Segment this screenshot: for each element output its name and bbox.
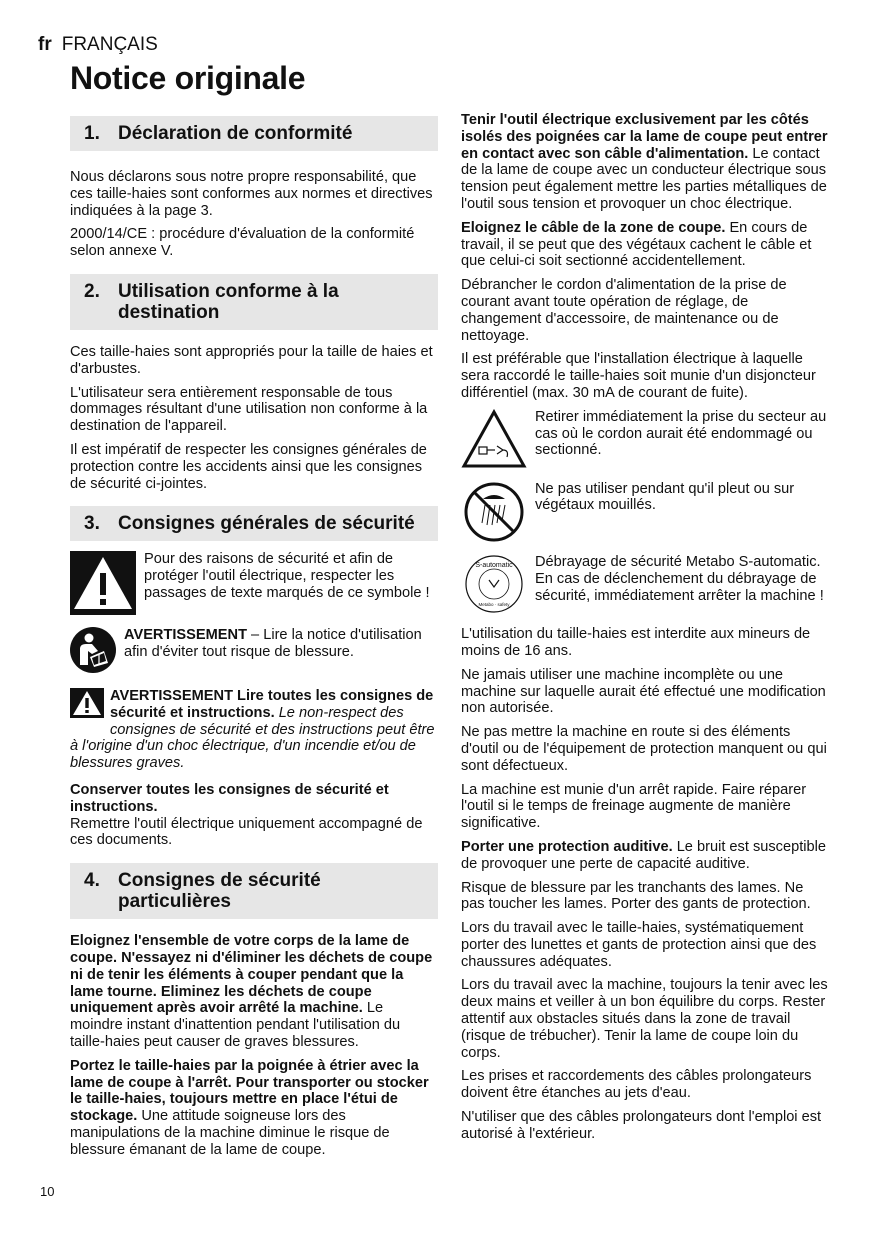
paragraph: Lors du travail avec la machine, toujours la tenir avec les deux mains et veiller à un bon équilibre du corps. Rester attentif aux obstacles situés dans la zone de travail (risque de trébucher). Tenir la lame de coupe loin du corps. [461,977,828,1061]
paragraph: Il est préférable que l'installation électrique à laquelle sera raccordé le taille-haies soit munie d'un disjoncteur différentiel (max. 30 mA de courant de fuite). [461,351,816,401]
paragraph: N'utiliser que des câbles prolongateurs dont l'emploi est autorisé à l'extérieur. [461,1109,822,1142]
badge-brand-text: S-automatic [475,562,513,570]
section-heading-1: 1. Déclaration de conformité [70,116,438,151]
paragraph: Les prises et raccordements des câbles prolongateurs doivent être étanches au jets d'eau. [461,1068,812,1102]
page-title: Notice originale [70,60,306,96]
paragraph: Eloignez l'ensemble de votre corps de la lame de coupe. N'essayez ni d'éliminer les déchets de coupe ni de tenir les éléments à couper pendant que la lame tourne. Eliminez les déchets de coupe uniquement après avoir arrêté la machine. Le moindre instant d'inattention pendant l'utilisation du taille-haies peut causer de graves blessures. [70,933,433,1050]
read-manual-block: AVERTISSEMENT – Lire la notice d'utilisation afin d'éviter tout risque de blessure. [70,627,438,678]
paragraph: Ne jamais utiliser une machine incomplète ou une machine sur laquelle aurait été effectué une modification non autorisée. [461,666,826,717]
warning-square-icon [70,551,136,620]
no-rain-icon [461,481,527,548]
warning-read-all: AVERTISSEMENT Lire toutes les consignes de sécurité et instructions. Le non-respect des consignes de sécurité et des instructions peut être à l'origine d'un choc électrique, d'un incendie et/ou de blessures graves. [70,687,435,772]
left-column [70,112,438,1165]
right-column [461,112,829,1150]
page-number: 10 [40,1184,55,1199]
paragraph: Tenir l'outil électrique exclusivement par les côtés isolés des poignées car la lame de coupe peut entrer en contact avec son câble d'alimentation. Le contact de la lame de coupe avec un conducteur électrique sous tension peut également mettre les parties métalliques de l'outil sous tension et provoquer un choc électrique. [461,112,828,212]
section-heading-3: 3. Consignes générales de sécurité [70,506,438,541]
paragraph: Ne pas mettre la machine en route si des éléments d'outil ou de l'équipement de protection manquent ou qui sont défectueux. [461,724,827,774]
language-name: FRANÇAIS [61,34,158,55]
warning-symbol-block [70,551,438,620]
warning-symbol-text: Pour des raisons de sécurité et afin de protéger l'outil électrique, respecter les passages de texte marqués de ce symbole ! [144,551,430,601]
paragraph: Il est impératif de respecter les consignes générales de protection contre les accidents ainsi que les consignes de sécurité ci-jointes. [70,441,427,492]
paragraph: Ces taille-haies sont appropriés pour la taille de haies et d'arbustes. [70,343,433,377]
paragraph: Lors du travail avec le taille-haies, systématiquement porter des lunettes et gants de protection ainsi que des chaussures adéquates. [461,920,817,970]
warning-triangle-icon [70,688,104,723]
damaged-cable-warning-icon [461,409,527,474]
paragraph: L'utilisation du taille-haies est interdite aux mineurs de moins de 16 ans. [461,626,811,659]
paragraph: Nous déclarons sous notre propre responsabilité, que ces taille-haies sont conformes aux normes et directives indiquées à la page 3. [70,169,433,219]
no-rain-block: Ne pas utiliser pendant qu'il pleut ou sur végétaux mouillés. [461,481,829,548]
paragraph: Débrancher le cordon d'alimentation de la prise de courant avant toute opération de réglage, de changement d'accessoire, de maintenance ou de nettoyage. [461,277,787,344]
s-automatic-badge-icon [461,554,527,619]
section-heading-2: 2. Utilisation conforme à la destination [70,274,438,330]
section-heading-4: 4. Consignes de sécurité particulières [70,863,438,919]
read-manual-icon [70,627,116,678]
paragraph: La machine est munie d'un arrêt rapide. Faire réparer l'outil si le temps de freinage augmente de manière significative. [461,781,807,832]
paragraph: Risque de blessure par les tranchants des lames. Ne pas toucher les lames. Porter des gants de protection. [461,879,811,913]
paragraph: L'utilisateur sera entièrement responsable de tous dommages résultant d'une utilisation non conforme à la destination de l'appareil. [70,384,428,435]
unplug-cable-block: Retirer immédiatement la prise du secteur au cas où le cordon aurait été endommagé ou sectionné. [461,409,829,474]
paragraph: Portez le taille-haies par la poignée à étrier avec la lame de coupe à l'arrêt. Pour transporter ou stocker le taille-haies, toujours mettre en place l'étui de stockage. Une attitude soigneuse lors des manipulations de la machine diminue le risque de blessure émanant de la lame de coupe. [70,1057,429,1158]
s-automatic-block: S-automatic Metabo · safety Débrayage de sécurité Metabo S-automatic. En cas de déclenchement du débrayage de sécurité, immédiatement arrêter la machine ! [461,554,829,619]
keep-instructions: Conserver toutes les consignes de sécurité et instructions. Remettre l'outil électrique uniquement accompagné de ces documents. [70,781,423,849]
badge-small-text: Metabo · safety [478,602,510,608]
language-header [38,34,158,56]
paragraph: Eloignez le câble de la zone de coupe. En cours de travail, il se peut que des végétaux cachent le câble et que celui-ci soit sectionné accidentellement. [461,219,812,270]
language-code: fr [38,34,52,55]
paragraph: 2000/14/CE : procédure d'évaluation de la conformité selon annexe V. [70,226,415,260]
paragraph: Porter une protection auditive. Le bruit est susceptible de provoquer une perte de capacité auditive. [461,838,826,872]
